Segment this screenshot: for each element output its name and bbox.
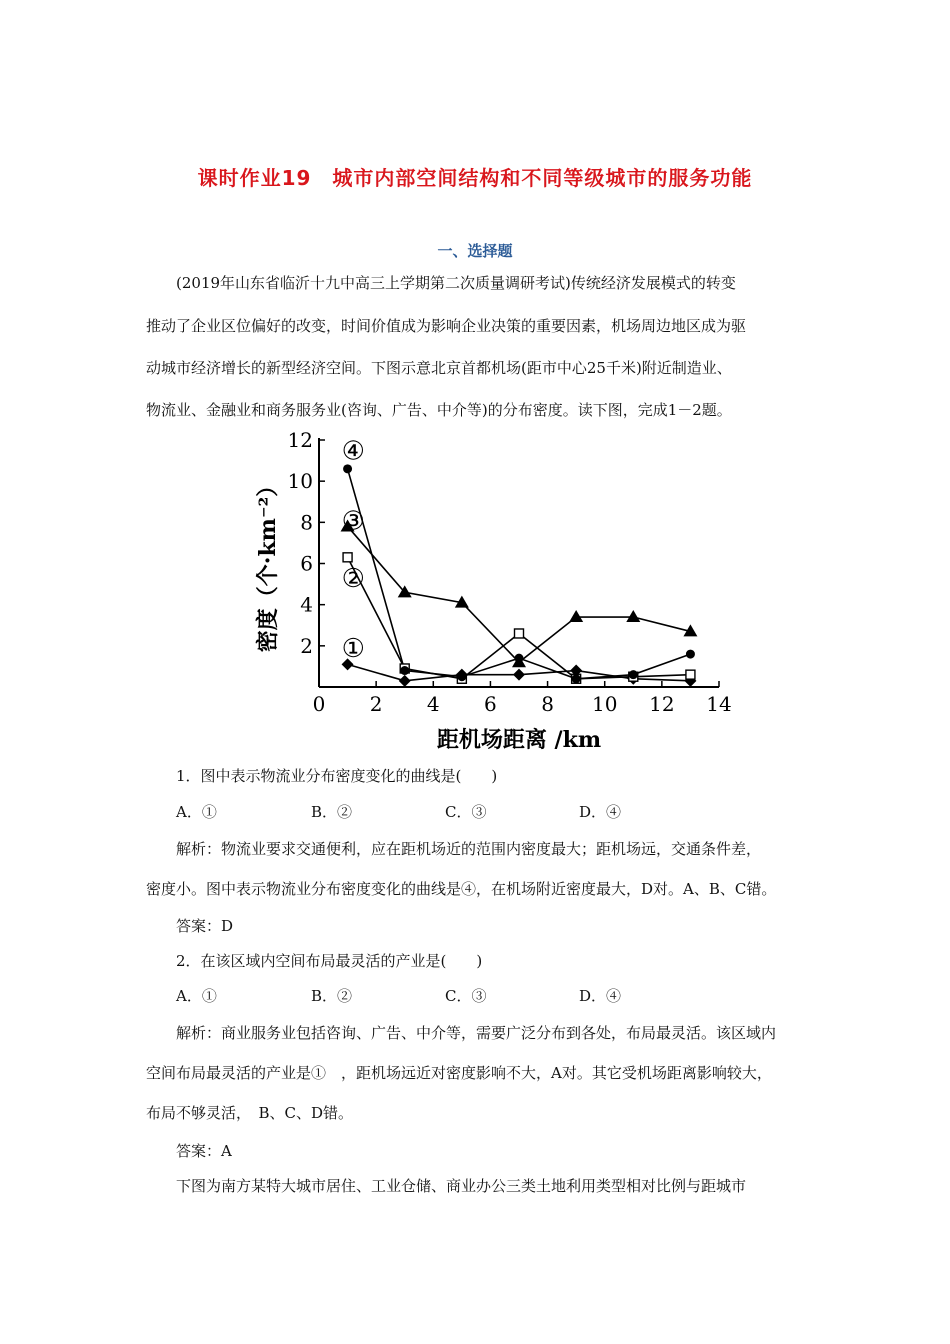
- question-1-stem: 1．图中表示物流业分布密度变化的曲线是( ): [176, 767, 498, 785]
- q1-analysis-line: 解析：物流业要求交通便利，应在距机场近的范围内密度最大；距机场远，交通条件差，: [176, 840, 762, 858]
- intro-line: (2019年山东省临沂十九中高三上学期第二次质量调研考试)传统经济发展模式的转变: [176, 274, 736, 292]
- x-tick-label: 10: [591, 692, 618, 716]
- q2-analysis-line: 空间布局最灵活的产业是① ，距机场远近对密度影响不大，A对。其它受机场距离影响较大，: [146, 1064, 772, 1082]
- q2-option-b: B．②: [311, 987, 353, 1005]
- q2-option-a: A．①: [176, 987, 217, 1005]
- intro-line: 动城市经济增长的新型经济空间。下图示意北京首都机场(距市中心25千米)附近制造业、: [146, 359, 732, 377]
- q2-answer: 答案：A: [176, 1142, 232, 1160]
- x-tick-label: 4: [426, 692, 440, 716]
- series-line-4: [348, 469, 691, 679]
- data-point-s2-1: [343, 553, 352, 562]
- q2-analysis-line: 解析：商业服务业包括咨询、广告、中介等，需要广泛分布到各处，布局最灵活。该区域内: [176, 1024, 777, 1042]
- section-heading: 一、选择题: [437, 242, 513, 260]
- density-chart: [240, 428, 740, 758]
- x-tick-label: 8: [541, 692, 554, 716]
- data-point-s4-6: [629, 670, 638, 679]
- q1-option-c: C．③: [445, 803, 487, 821]
- data-point-s3-6: [626, 610, 640, 622]
- series-label-1: ①: [341, 633, 365, 664]
- intro-line: 推动了企业区位偏好的改变，时间价值成为影响企业决策的重要因素，机场周边地区成为驱: [146, 317, 747, 335]
- y-tick-label: 4: [300, 592, 313, 617]
- x-tick-label: 0: [312, 692, 326, 716]
- y-axis-title: 密度（个·km⁻²）: [255, 474, 281, 653]
- data-point-s4-3: [457, 672, 466, 681]
- data-point-s4-2: [400, 666, 409, 675]
- y-tick-label: 10: [287, 469, 313, 494]
- x-axis-title: 距机场距离 /km: [436, 727, 602, 753]
- data-point-s3-5: [569, 610, 583, 622]
- q2-analysis-line: 布局不够灵活， B、C、D错。: [146, 1104, 354, 1122]
- data-point-s1-2: [399, 675, 411, 687]
- x-tick-label: 6: [484, 692, 497, 716]
- y-tick-label: 6: [300, 551, 313, 576]
- question-2-stem: 2．在该区域内空间布局最灵活的产业是( ): [176, 952, 483, 970]
- y-tick-label: 2: [300, 633, 313, 658]
- page-title: 课时作业19 城市内部空间结构和不同等级城市的服务功能: [197, 166, 753, 190]
- data-point-s4-7: [686, 650, 695, 659]
- y-tick-label: 8: [300, 510, 313, 535]
- q1-option-b: B．②: [311, 803, 353, 821]
- q1-option-a: A．①: [176, 803, 217, 821]
- next-intro-line: 下图为南方某特大城市居住、工业仓储、商业办公三类土地利用类型相对比例与距城市: [176, 1177, 747, 1195]
- series-label-2: ②: [341, 563, 365, 594]
- q1-option-d: D．④: [579, 803, 622, 821]
- x-tick-label: 14: [706, 692, 732, 716]
- x-tick-label: 2: [369, 692, 383, 716]
- q2-option-c: C．③: [445, 987, 487, 1005]
- intro-line: 物流业、金融业和商务服务业(咨询、广告、中介等)的分布密度。读下图，完成1－2题。: [146, 401, 732, 419]
- data-point-s4-5: [572, 674, 581, 683]
- series-line-3: [348, 526, 691, 662]
- x-tick-label: 12: [649, 692, 675, 716]
- q1-answer: 答案：D: [176, 917, 234, 935]
- q1-analysis-line: 密度小。图中表示物流业分布密度变化的曲线是④，在机场附近密度最大，D对。A、B、C错。: [146, 880, 777, 898]
- y-tick-label: 12: [287, 428, 313, 452]
- series-label-3: ③: [341, 506, 365, 537]
- series-label-4: ④: [341, 436, 365, 467]
- data-point-s4-4: [515, 654, 524, 663]
- q2-option-d: D．④: [579, 987, 622, 1005]
- data-point-s2-7: [686, 670, 695, 679]
- data-point-s2-4: [515, 629, 524, 638]
- data-point-s1-4: [513, 669, 525, 681]
